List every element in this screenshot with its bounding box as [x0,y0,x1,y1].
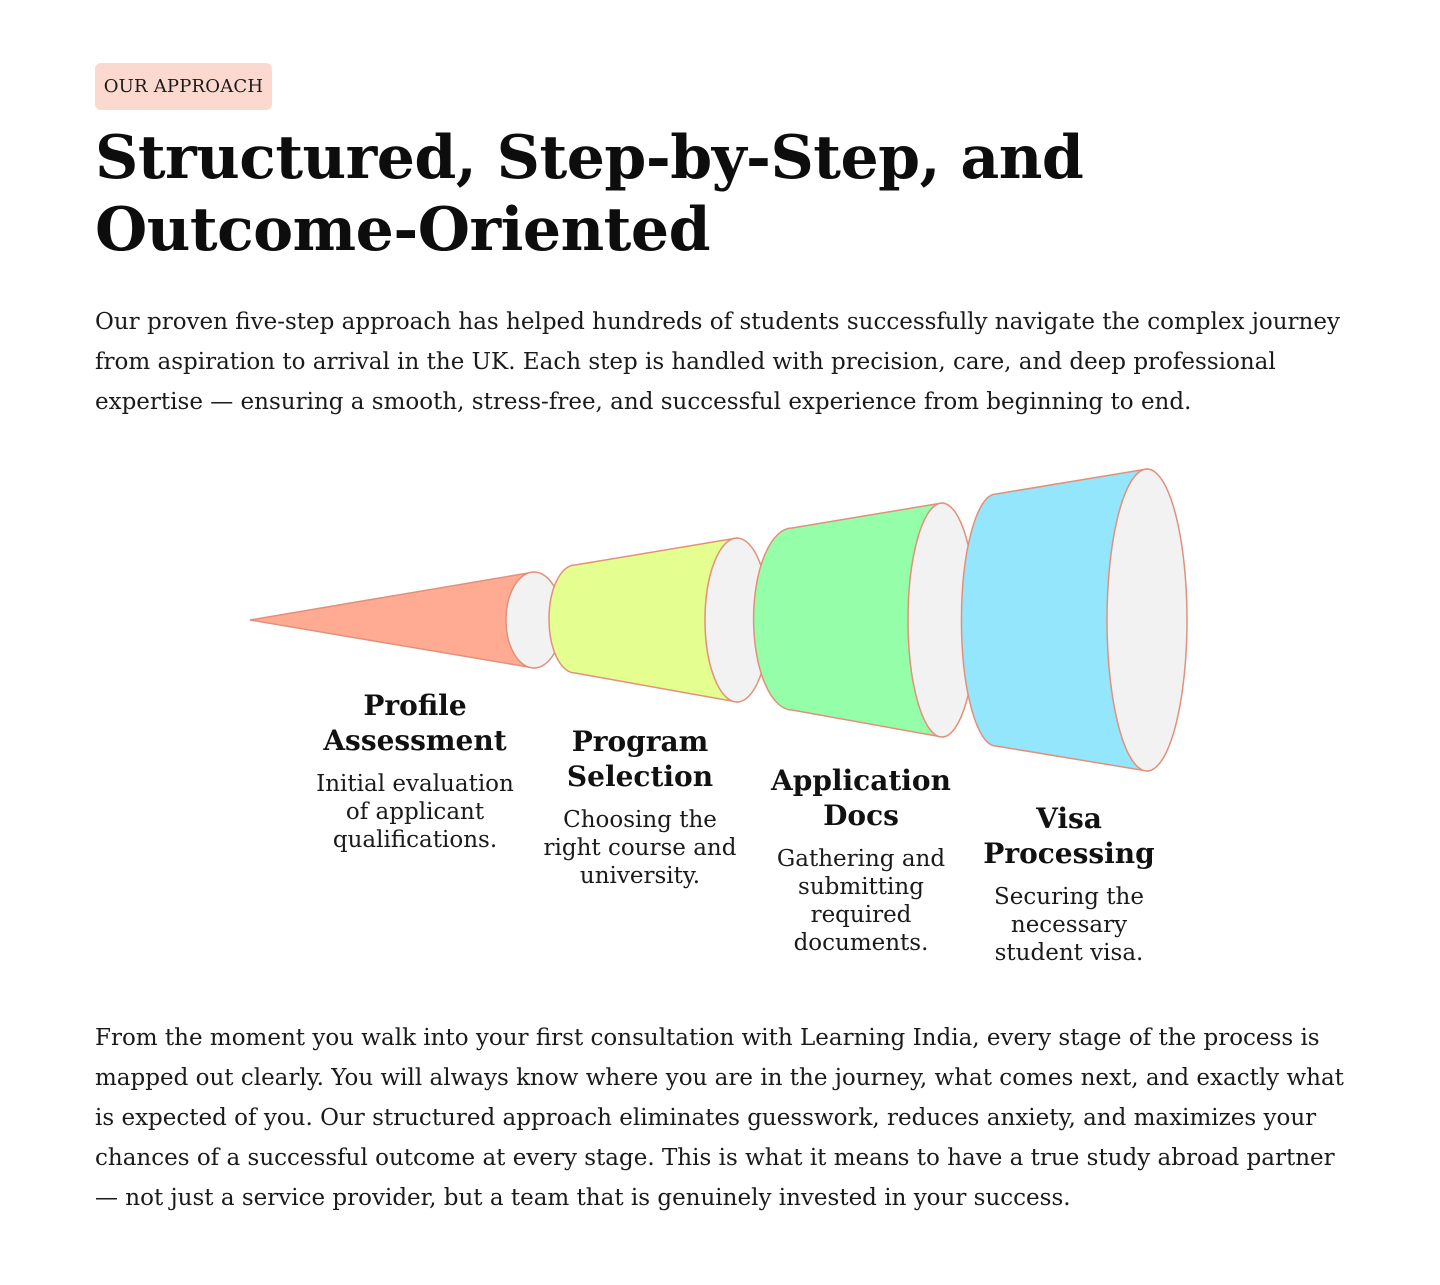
closing-paragraph: From the moment you walk into your first consultation with Learning India, every stage of the process is mapped out clearly. You will always know where you are in the journey, what comes next, and exactly what is expected of you. Our structured approach eliminates guesswork, reduces anxiety, and maximizes your chances of a successful outcome at every stage. This is what it means to have a true study abroad partner — not just a service provider, but a team that is genuinely invested in your success. [95,1025,1344,1211]
page-title: Structured, Step-by-Step, and Outcome-Oriented [95,123,1084,265]
section-badge: OUR APPROACH [95,63,272,110]
intro-paragraph: Our proven five-step approach has helped hundreds of students successfully navigate the complex journey from aspiration to arrival in the UK. Each step is handled with precision, care, and deep professional expertise — ensuring a smooth, stress-free, and successful experience from beginning to end. [95,309,1340,415]
step-3-title-line: Application [771,764,951,797]
step-1-title-line: Profile [363,689,467,722]
step-4-segment [961,469,1187,771]
step-2-title-line: Program [571,725,709,758]
step-1-title-line: Assessment [323,724,507,757]
step-4-title-line: Processing [983,837,1155,870]
step-2-title-line: Selection [566,760,714,793]
step-2-description-line: university. [579,863,701,889]
step-4-description-line: student visa. [994,940,1144,966]
step-4-description-line: Securing the [994,884,1144,910]
step-4-description-line: necessary [1010,912,1128,938]
step-1-description-line: of applicant [345,799,485,825]
step-1-description-line: qualifications. [332,827,498,853]
step-3-description-line: required [810,902,912,928]
process-funnel-diagram [0,440,1440,1000]
step-3-description-line: documents. [793,930,929,956]
step-4-title-line: Visa [1036,802,1102,835]
step-2-description-line: right course and [543,835,737,861]
step-3-description-line: submitting [798,874,924,900]
step-3-title-line: Docs [823,799,899,832]
step-1-description-line: Initial evaluation [316,771,514,797]
step-2-segment [549,538,769,702]
step-1-segment [250,572,562,668]
step-3-description-line: Gathering and [776,846,946,872]
step-3-segment [754,503,976,737]
step-4-cone-face [1107,469,1187,771]
step-1-cone-body [250,572,534,668]
step-2-description-line: Choosing the [563,807,717,833]
